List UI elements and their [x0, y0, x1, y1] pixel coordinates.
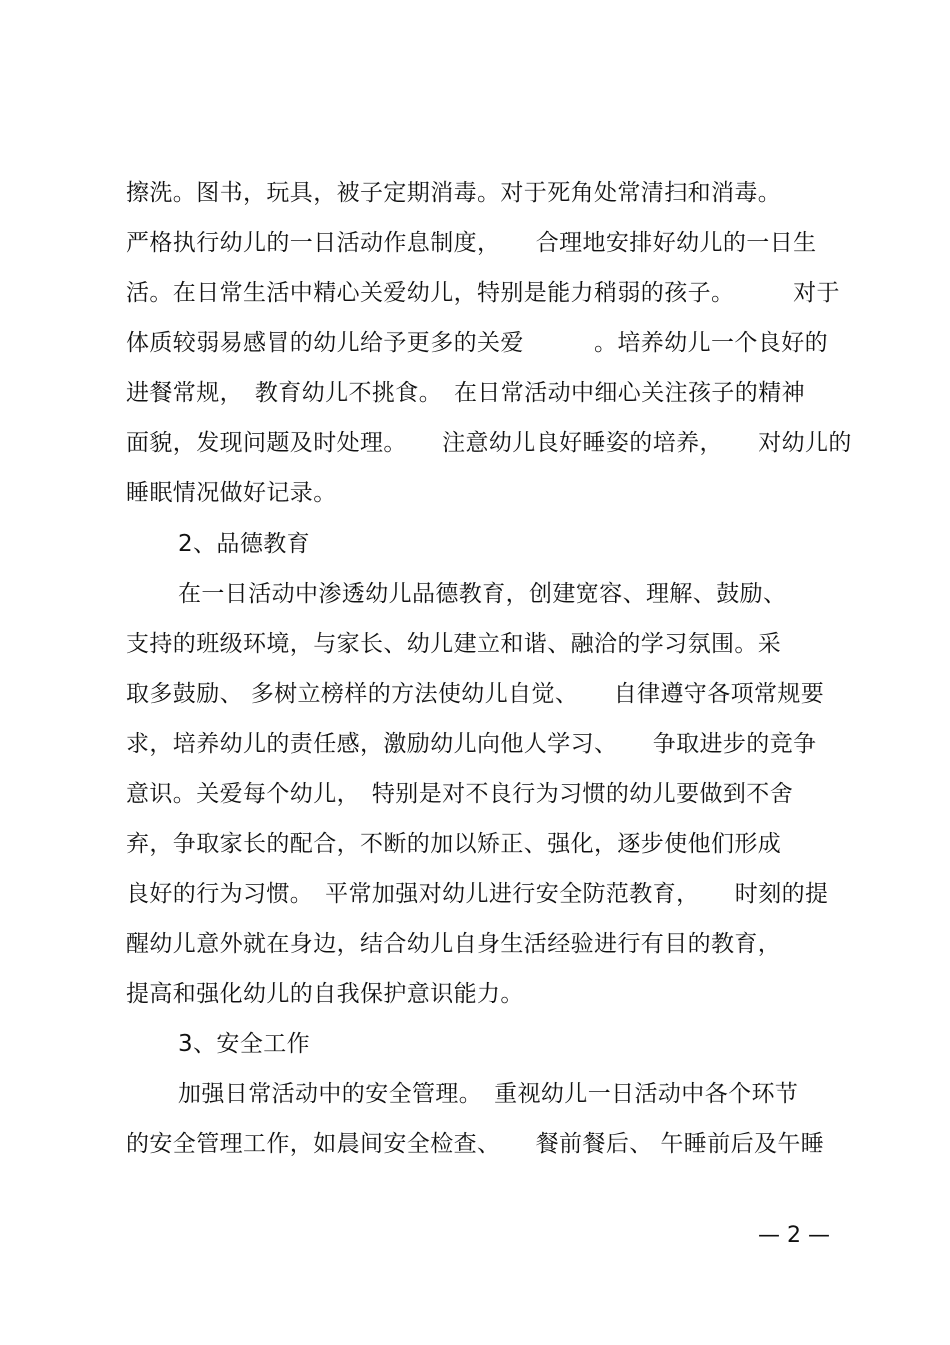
paragraph-line: 弃，争取家长的配合，不断的加以矫正、强化，逐步使他们形成: [126, 831, 782, 857]
paragraph-line: 加强日常活动中的安全管理。 重视幼儿一日活动中各个环节: [178, 1081, 799, 1107]
paragraph-line: 良好的行为习惯。 平常加强对幼儿进行安全防范教育， 时刻的提: [126, 881, 829, 907]
paragraph-line: 取多鼓励、 多树立榜样的方法使幼儿自觉、 自律遵守各项常规要: [126, 681, 825, 707]
paragraph-line: 体质较弱易感冒的幼儿给予更多的关爱 。培养幼儿一个良好的: [126, 330, 828, 356]
paragraph-line: 擦洗。图书，玩具，被子定期消毒。对于死角处常清扫和消毒。: [126, 180, 782, 206]
section-heading: 3、安全工作: [178, 1031, 311, 1057]
paragraph-line: 活。在日常生活中精心关爱幼儿，特别是能力稍弱的孩子。 对于: [126, 280, 840, 306]
paragraph-line: 严格执行幼儿的一日活动作息制度， 合理地安排好幼儿的一日生: [126, 230, 817, 256]
section-heading: 2、品德教育: [178, 531, 311, 557]
paragraph-line: 支持的班级环境，与家长、幼儿建立和谐、融洽的学习氛围。采: [126, 631, 782, 657]
paragraph-line: 睡眠情况做好记录。: [126, 480, 337, 506]
paragraph-line: 意识。关爱每个幼儿， 特别是对不良行为习惯的幼儿要做到不舍: [126, 781, 794, 807]
paragraph-line: 面貌，发现问题及时处理。 注意幼儿良好睡姿的培养， 对幼儿的: [126, 430, 852, 456]
paragraph-line: 求，培养幼儿的责任感，激励幼儿向他人学习、 争取进步的竞争: [126, 731, 817, 757]
page-number: — 2 —: [758, 1223, 830, 1248]
paragraph-line: 的安全管理工作，如晨间安全检查、 餐前餐后、 午睡前后及午睡: [126, 1131, 825, 1157]
paragraph-line: 在一日活动中渗透幼儿品德教育，创建宽容、理解、鼓励、: [178, 581, 787, 607]
paragraph-line: 进餐常规， 教育幼儿不挑食。 在日常活动中细心关注孩子的精神: [126, 380, 805, 406]
paragraph-line: 提高和强化幼儿的自我保护意识能力。: [126, 981, 524, 1007]
paragraph-line: 醒幼儿意外就在身边，结合幼儿自身生活经验进行有目的教育，: [126, 931, 782, 957]
